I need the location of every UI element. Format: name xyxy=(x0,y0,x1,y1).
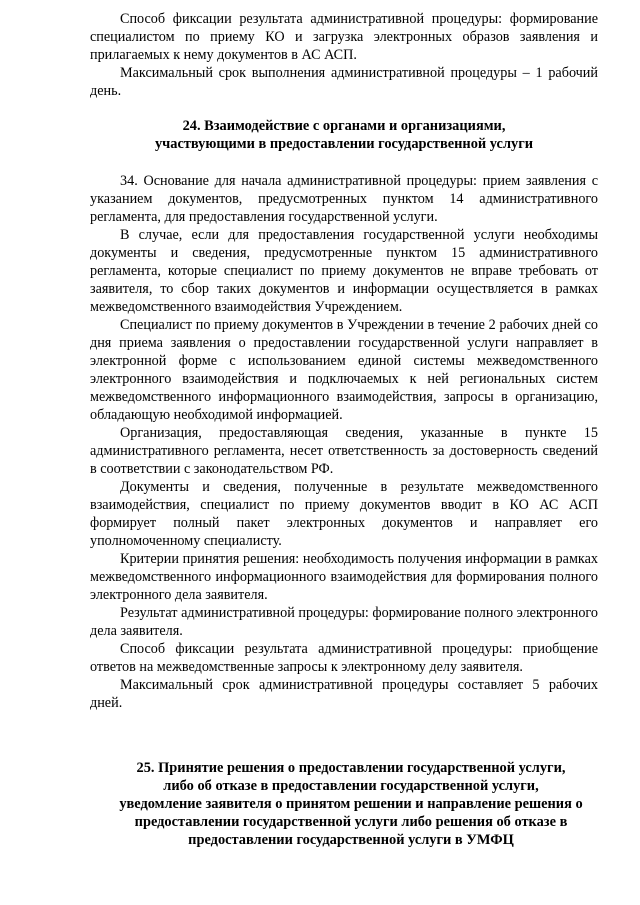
document-page xyxy=(90,10,598,849)
paragraph-result: Результат административной процедуры: формирование полного электронного дела заявителя. xyxy=(90,605,598,639)
paragraph-fixation-method-24: Способ фиксации результата административной процедуры: приобщение ответов на межведомственные запросы к электронному делу заявителя. xyxy=(90,641,598,675)
paragraph-organization-responsibility: Организация, предоставляющая сведения, указанные в пункте 15 административного регламента, несет ответственность за достоверность сведений в соответствии с законодательством РФ. xyxy=(90,425,598,477)
paragraph-documents-needed: В случае, если для предоставления государственной услуги необходимы документы и сведения, предусмотренные пунктом 15 административного регламента, которые специалист по приему документов не вправе требовать от заявителя, то сбор таких документов и информации осуществляется в рамках межведомственного взаимодействия Учреждением. xyxy=(90,227,598,315)
heading-line: 24. Взаимодействие с органами и организациями, xyxy=(182,118,506,134)
paragraph-specialist-request: Специалист по приему документов в Учреждении в течение 2 рабочих дней со дня приема заявления о предоставлении государственной услуги направляет в электронной форме с использованием единой системы межведомственного электронного взаимодействия и подключаемых к ней региональных систем межведомственного информационного взаимодействия, запросы в организацию, обладающую необходимой информацией. xyxy=(90,317,598,423)
paragraph-max-term: Максимальный срок выполнения административной процедуры – 1 рабочий день. xyxy=(90,65,598,99)
paragraph-fixation-method: Способ фиксации результата административной процедуры: формирование специалистом по приему КО и загрузка электронных образов заявления и прилагаемых к нему документов в АС АСП. xyxy=(90,11,598,63)
heading-line: предоставлении государственной услуги в УМФЦ xyxy=(188,832,514,848)
heading-line: либо об отказе в предоставлении государственной услуги, xyxy=(163,778,539,794)
paragraph-documents-received: Документы и сведения, полученные в результате межведомственного взаимодействия, специалист по приему документов вводит в КО АС АСП формирует полный пакет электронных документов и направляет его уполномоченному специалисту. xyxy=(90,479,598,549)
heading-line: предоставлении государственной услуги либо решения об отказе в xyxy=(134,814,568,830)
section-24-heading xyxy=(90,117,598,153)
heading-line: участвующими в предоставлении государственной услуги xyxy=(154,136,534,152)
paragraph-decision-criteria: Критерии принятия решения: необходимость получения информации в рамках межведомственного информационного взаимодействия для формирования полного электронного дела заявителя. xyxy=(90,551,598,603)
heading-line: уведомление заявителя о принятом решении и направление решения о xyxy=(119,796,583,812)
heading-line: 25. Принятие решения о предоставлении государственной услуги, xyxy=(136,760,566,776)
section-25-heading xyxy=(90,759,598,849)
paragraph-max-term-24: Максимальный срок административной процедуры составляет 5 рабочих дней. xyxy=(90,677,598,711)
paragraph-34-basis: 34. Основание для начала административной процедуры: прием заявления с указанием документов, предусмотренных пунктом 14 административного регламента, для предоставления государственной услуги. xyxy=(90,173,598,225)
